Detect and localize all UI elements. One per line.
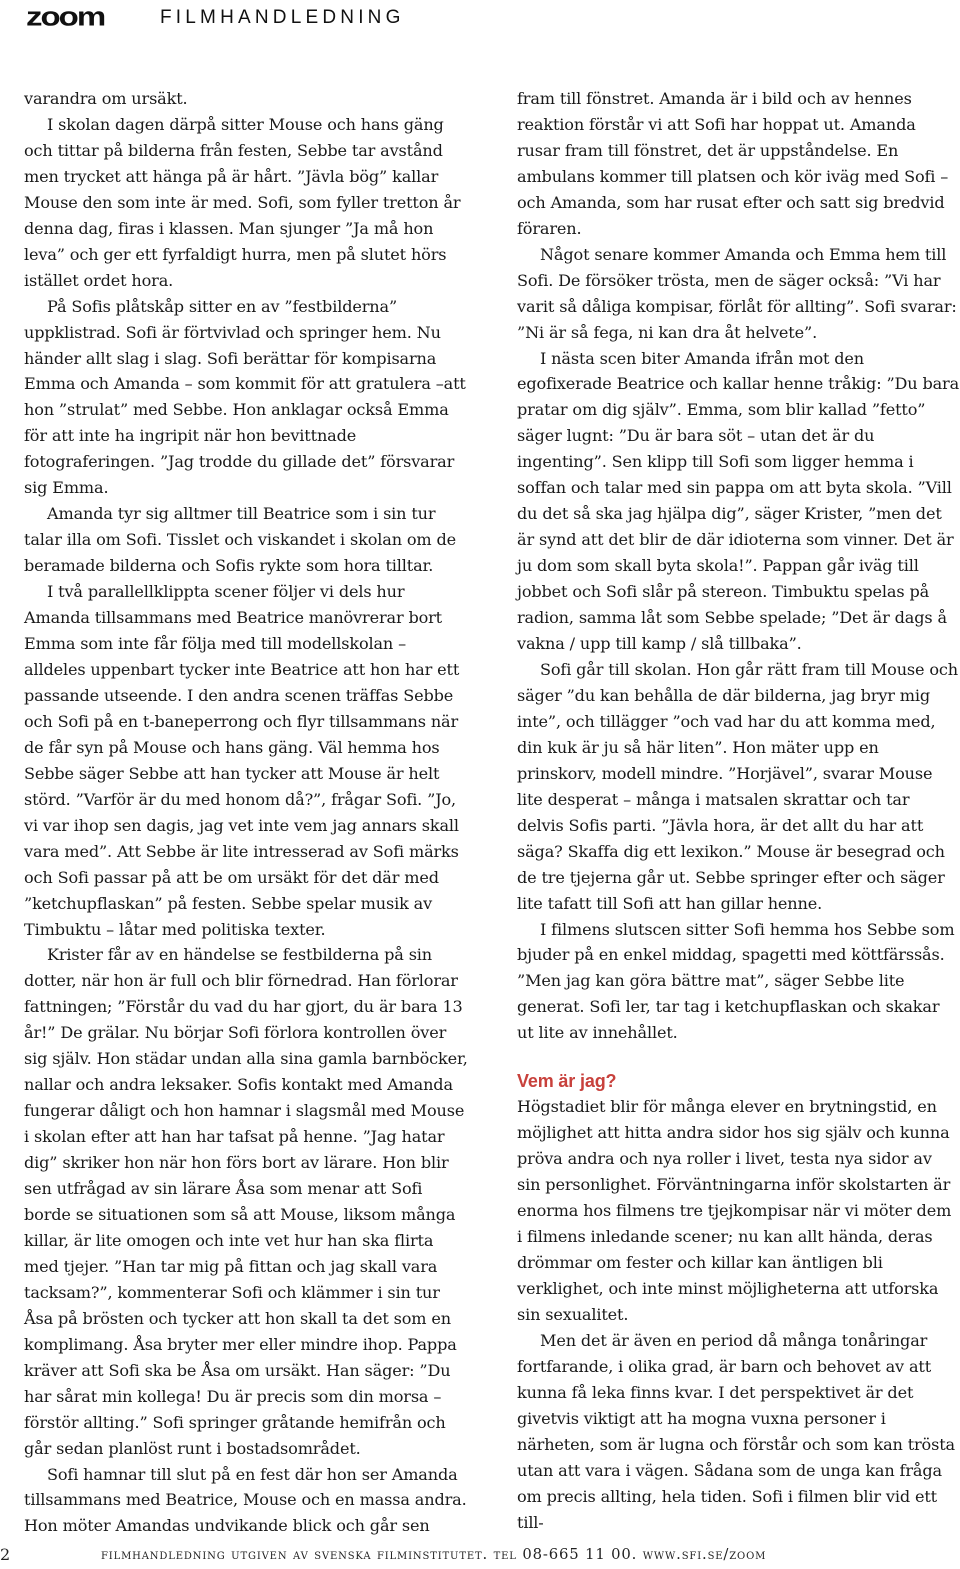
paragraph: Krister får av en händelse se festbilderna på sin dotter, när hon är full och blir förnedrad. Han förlorar fattningen; ”Förstår du vad du har gjort, du är bara 13 år!” De grälar. Nu börjar Sofi förlora kontrollen över sig själv. Hon städar undan alla sina gamla barnböcker, nallar och andra leksaker. Sofis kontakt med Amanda fungerar dåligt och hon hamnar i slagsmål med Mouse i skolan efter att han har tafsat på henne. ”Jag hatar dig” skriker hon när hon förs bort av lärare. Hon blir sen utfrågad av sin lärare Åsa som menar att Sofi borde se situationen som så att Mouse, liksom många killar, är lite omogen och inte vet hur han ska flirta med tjejer. ”Han tar mig på fittan och jag skall vara tacksam?”, kommenterar Sofi och klämmer i sin tur Åsa på brösten och tycker att hon skall ta det som en komplimang. Åsa bryter mer eller mindre ihop. Pappa kräver att Sofi ska be Åsa om ursäkt. Han säger: ”Du har sårat min kollega! Du är precis som din morsa – förstör allting.” Sofi springer gråtande hemifrån och går sedan planlöst runt i bostadsområdet. xyxy=(24,945,468,1458)
left-text-column xyxy=(24,86,472,1539)
right-text-column xyxy=(517,86,960,1535)
paragraph: Amanda tyr sig alltmer till Beatrice som i sin tur talar illa om Sofi. Tisslet och viskandet i skolan om de beramade bilderna och Sofis rykte som hora tilltar. xyxy=(24,504,457,576)
paragraph: Sofi hamnar till slut på en fest där hon ser Amanda tillsammans med Beatrice, Mouse och en massa andra. Hon möter Amandas undvikande blick och går sen xyxy=(24,1464,467,1536)
paragraph: Sofi går till skolan. Hon går rätt fram till Mouse och säger ”du kan behålla de där bilderna, jag bryr mig inte”, och tillägger ”och vad har du att komma med, din kuk är ju så här liten”. Hon mäter upp en prinskorv, modell mindre. ”Horjävel”, svarar Mouse lite desperat – många i matsalen skrattar och tar delvis Sofis parti. ”Jävla hora, är det allt du har att säga? Skaffa dig ett lexikon.” Mouse är besegrad och de tre tjejerna går ut. Sebbe springer efter och säger lite tafatt till Sofi att han gillar henne. xyxy=(517,659,958,913)
paragraph: I skolan dagen därpå sitter Mouse och hans gäng och tittar på bilderna från festen, Sebbe tar avstånd men trycket att hänga på är hårt. ”Jävla bög” kallar Mouse den som inte är med. Sofi, som fyller tretton år denna dag, firas i klassen. Man sjunger ”Ja må hon leva” och ger ett fyrfaldigt hurra, men på slutet hörs istället ordet hora. xyxy=(24,114,461,290)
paragraph: varandra om ursäkt. xyxy=(24,89,188,108)
paragraph: Något senare kommer Amanda och Emma hem till Sofi. De försöker trösta, men de säger också: ”Vi har varit så dåliga kompisar, förlåt för allting”. Sofi svarar: ”Ni är så fega, ni kan dra åt helvete”. xyxy=(517,244,957,342)
footer-publisher-info: filmhandledning utgiven av svenska filminstitutet. tel 08-665 11 00. www.sfi.se/zoom xyxy=(101,1546,767,1563)
section-heading: Vem är jag? xyxy=(517,1071,617,1092)
page-number: 2 xyxy=(0,1545,11,1564)
paragraph: Högstadiet blir för många elever en brytningstid, en möjlighet att hitta andra sidor hos sig själv och kunna pröva andra och nya roller i livet, testa nya sidor av sin personlighet. Förväntningarna inför skolstarten är enorma hos filmens tre tjejkompisar när vi möter dem i filmens inledande scener; nu kan allt hända, deras drömmar om fester och killar kan äntligen bli verklighet, och inte minst möjligheterna att utforska sin sexualitet. xyxy=(517,1097,952,1324)
document-type-label: FILMHANDLEDNING xyxy=(160,7,405,28)
page-header xyxy=(22,0,942,40)
paragraph: I filmens slutscen sitter Sofi hemma hos Sebbe som bjuder på en enkel middag, spagetti med köttfärssås. ”Men jag kan göra bättre mat”, säger Sebbe lite generat. Sofi ler, tar tag i ketchupflaskan och skakar ut lite av innehållet. xyxy=(517,919,955,1043)
paragraph: I två parallellklippta scener följer vi dels hur Amanda tillsammans med Beatrice manövrerar bort Emma som inte får följa med till modellskolan – alldeles uppenbart tycker inte Beatrice att hon har ett passande utseende. I den andra scenen träffas Sebbe och Sofi på en t-baneperrong och flyr tillsammans när de får syn på Mouse och hans gäng. Väl hemma hos Sebbe säger Sebbe att han tycker att Mouse är helt störd. ”Varför är du med honom då?”, frågar Sofi. ”Jo, vi var ihop sen dagis, jag vet inte vem jag annars skall vara med”. Att Sebbe är lite intresserad av Sofi märks och Sofi passar på att be om ursäkt för det där med ”ketchupflaskan” på festen. Sebbe spelar musik av Timbuktu – låtar med politiska texter. xyxy=(24,582,460,939)
paragraph: Men det är även en period då många tonåringar fortfarande, i olika grad, är barn och behovet av att kunna få leka finns kvar. I det perspektivet är det givetvis viktigt att ha mogna vuxna personer i närheten, som är lugna och förstår och som kan trösta utan att vara i vägen. Sådana som de unga kan fråga om precis allting, hela tiden. Sofi i filmen blir vid ett till- xyxy=(517,1330,955,1532)
page-footer xyxy=(0,1544,960,1566)
paragraph: På Sofis plåtskåp sitter en av ”festbilderna” uppklistrad. Sofi är förtvivlad och springer hem. Nu händer allt slag i slag. Sofi berättar för kompisarna Emma och Amanda – som kommit för att gratulera –att hon ”strulat” med Sebbe. Hon anklagar också Emma för att inte ha ingripit när hon bevittnade fotograferingen. ”Jag trodde du gillade det” försvarar sig Emma. xyxy=(24,296,466,498)
zoom-logo: zoom xyxy=(26,0,105,32)
paragraph: I nästa scen biter Amanda ifrån mot den egofixerade Beatrice och kallar henne tråkig: ”Du bara pratar om dig själv”. Emma, som blir kallad ”fetto” säger lugnt: ”Du är bara söt – utan det är du ingenting”. Sen klipp till Sofi som ligger hemma i soffan och talar med sin pappa om att byta skola. ”Vill du det så ska jag hjälpa dig”, säger Krister, ”men det är synd att det blir de där idioterna som vinner. Det är ju dom som skall byta skola!”. Pappan går iväg till jobbet och Sofi slår på stereon. Timbuktu spelas på radion, samma låt som Sebbe spelade; ”Det är dags å vakna / upp till kamp / slå tillbaka”. xyxy=(517,348,960,654)
paragraph: fram till fönstret. Amanda är i bild och av hennes reaktion förstår vi att Sofi har hoppat ut. Amanda rusar fram till fönstret, det är uppståndelse. En ambulans kommer till platsen och kör iväg med Sofi – och Amanda, som har rusat efter och satt sig bredvid föraren. xyxy=(517,89,949,238)
